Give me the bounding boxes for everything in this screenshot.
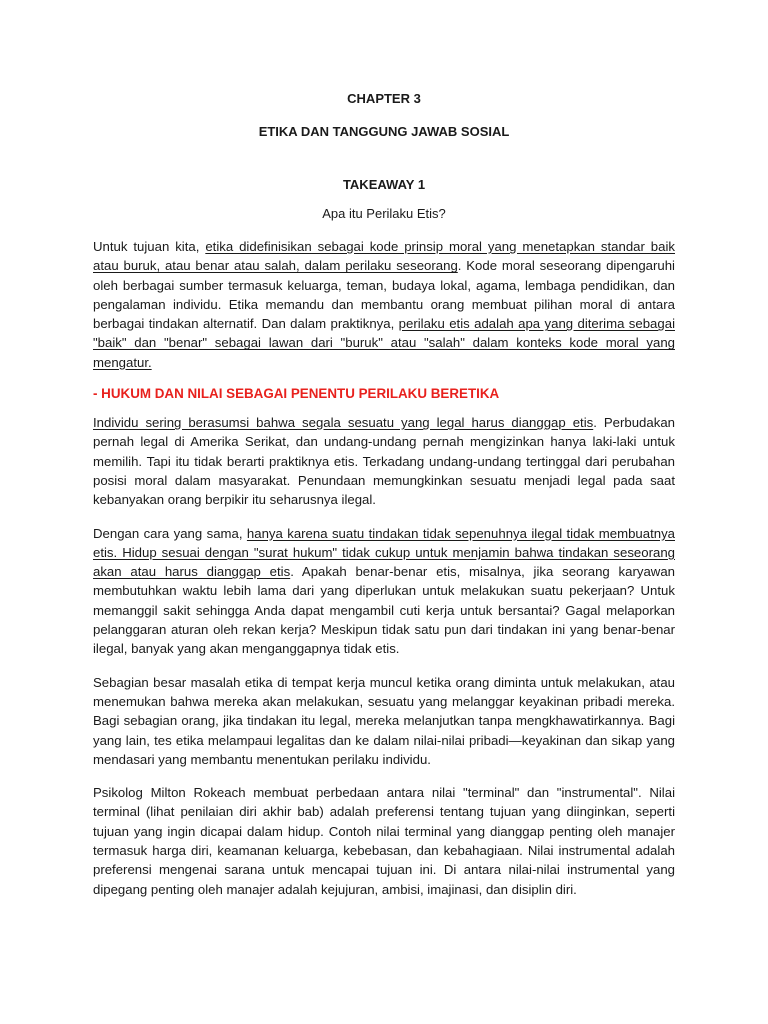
text-run: Dengan cara yang sama, — [93, 525, 247, 541]
text-run: . Apakah benar-benar etis, misalnya, jika seorang karyawan membutuhkan waktu lebih lama dari yang diperlukan untuk melakukan suatu pekerjaan? Untuk memanggil sakit sehingga Anda dapat mengambil cuti kerja untuk bersantai? Gagal melaporkan pelanggaran aturan oleh rekan kerja? Meskipun tidak satu pun dari tindakan ini yang benar-benar ilegal, banyak yang akan menganggapnya tidak etis. — [93, 564, 675, 657]
chapter-heading: CHAPTER 3 — [347, 91, 421, 106]
paragraph-rokeach-values: Psikolog Milton Rokeach membuat perbedaan antara nilai "terminal" dan "instrumental". Nilai terminal (lihat penilaian diri akhir bab) adalah preferensi tentang tujuan yang diinginkan, seperti tujuan yang ingin dicapai dalam hidup. Contoh nilai terminal yang dianggap penting oleh manajer termasuk harga diri, keamanan keluarga, kebebasan, dan kebahagiaan. Nilai instrumental adalah preferensi mengenai sarana untuk mencapai tujuan ini. Di antara nilai-nilai instrumental yang dipegang penting oleh manajer adalah kejujuran, ambisi, imajinasi, dan disiplin diri. — [93, 785, 675, 897]
takeaway-question: Apa itu Perilaku Etis? — [322, 206, 446, 221]
underlined-text: Individu sering berasumsi bahwa segala sesuatu yang legal harus dianggap etis — [93, 415, 594, 431]
chapter-title: ETIKA DAN TANGGUNG JAWAB SOSIAL — [258, 124, 510, 139]
paragraph-workplace-ethics: Sebagian besar masalah etika di tempat kerja muncul ketika orang diminta untuk melakukan, atau menemukan bahwa mereka akan melakukan, sesuatu yang melanggar keyakinan pribadi mereka. Bagi sebagian orang, jika tindakan itu legal, mereka melanjutkan tanpa mengkhawatirkannya. Bagi yang lain, tes etika melampaui legalitas dan ke dalam nilai-nilai pribadi—keyakinan dan sikap yang mendasari yang membantu menentukan perilaku individu. — [93, 674, 675, 767]
paragraph-letter-of-law — [93, 524, 675, 659]
takeaway-heading: TAKEAWAY 1 — [342, 177, 426, 192]
text-run: . Kode moral seseorang dipengaruhi oleh berbagai sumber termasuk keluarga, teman, budaya lokal, agama, lembaga pendidikan, dan pengalaman individu. Etika memandu dan membantu orang membuat pilihan moral di antara berbagai tindakan alternatif. Dan dalam praktiknya, — [93, 258, 675, 332]
paragraph-legal-vs-ethical — [93, 413, 675, 509]
underlined-text: perilaku etis adalah apa yang diterima sebagai "baik" dan "benar" sebagai lawan dari "buruk" atau "salah" dalam konteks kode moral yang mengatur. — [93, 316, 675, 370]
section-heading: - HUKUM DAN NILAI SEBAGAI PENENTU PERILAKU BERETIKA — [93, 386, 500, 402]
text-run: Untuk tujuan kita, — [93, 239, 206, 254]
underlined-text: hanya karena suatu tindakan tidak sepenuhnya ilegal tidak membuatnya etis. Hidup sesuai dengan "surat hukum" tidak cukup untuk menjamin bahwa tindakan seseorang akan atau harus dianggap etis — [93, 525, 675, 580]
paragraph-ethics-definition — [93, 237, 675, 372]
underlined-text: etika didefinisikan sebagai kode prinsip moral yang menetapkan standar baik atau buruk, atau benar atau salah, dalam perilaku seseorang — [93, 239, 675, 274]
text-run: . Perbudakan pernah legal di Amerika Serikat, dan undang-undang pernah mengizinkan hanya laki-laki untuk memilih. Tapi itu tidak berarti praktiknya etis. Terkadang undang-undang tertinggal dari perubahan posisi moral dalam masyarakat. Penundaan memungkinkan sesuatu menjadi legal pada saat kebanyakan orang berpikir itu seharusnya ilegal. — [93, 415, 675, 508]
document-page — [93, 84, 675, 899]
